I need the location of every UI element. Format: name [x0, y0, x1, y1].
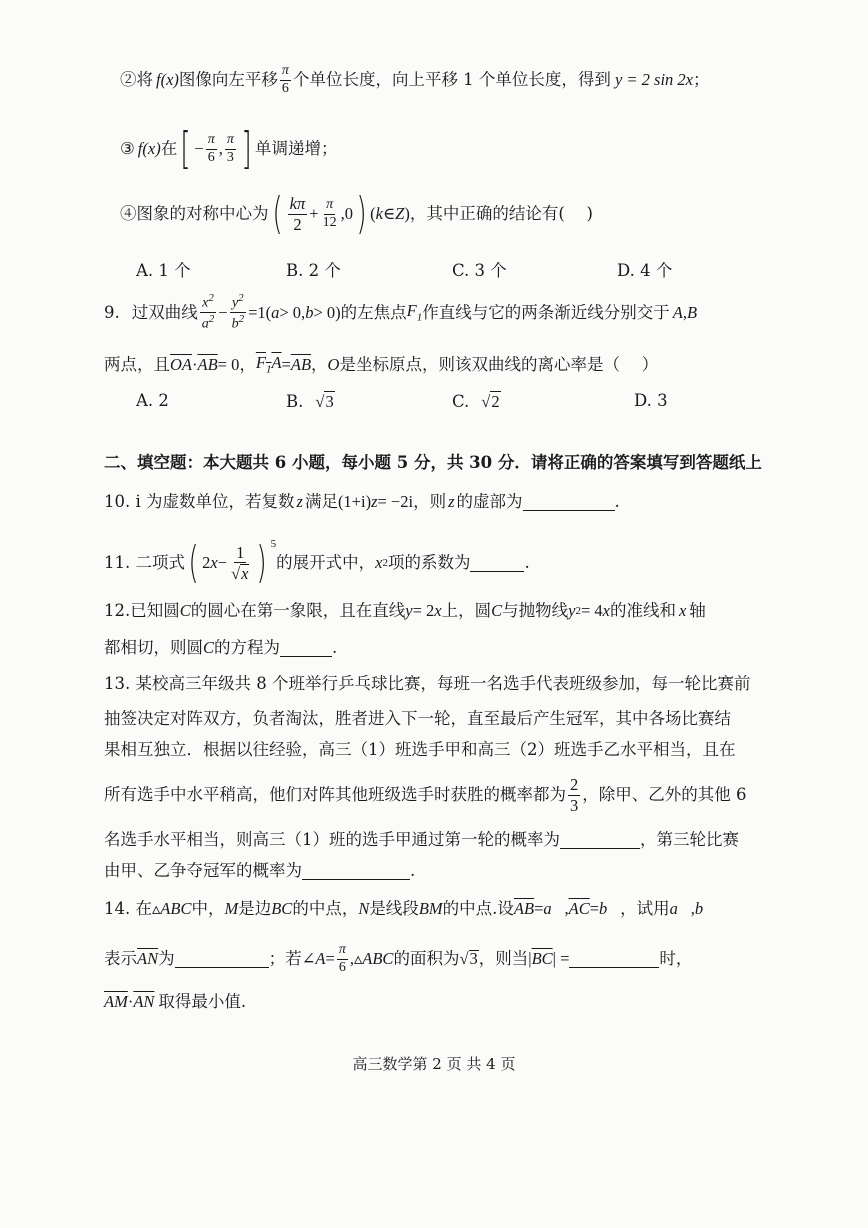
q13-line1: 13. 某校高三年级共 8 个班举行乒乓球比赛，每班一名选手代表班级参加，每一轮比赛前 [104, 674, 751, 693]
q13-line6: 由甲、乙争夺冠军的概率为 . [104, 861, 416, 881]
q9-num: 9. [104, 302, 120, 322]
q13-line3: 果相互独立．根据以往经验，高三（1）班选手甲和高三（2）班选手乙水平相当，且在 [104, 740, 736, 759]
q8-option-c: C. 3 个 [452, 261, 507, 280]
q9-line1c: 作直线与它的两条渐近线分别交于 [422, 302, 670, 322]
q8-item2-d: ； [692, 69, 710, 89]
q8-item2-b: 图像向左平移 [178, 69, 278, 89]
q14-line1: 14. 在 ▵ ABC 中， M 是边 BC 的中点， N 是线段 BM 的中点.设 $\overline{AB}$ = a⃗ , $\overline{AC}$ = b⃗ ，试用 a⃗ , b⃗ [104, 899, 716, 918]
q9-line2a: 两点，且 [104, 354, 170, 374]
q13-answer-blank-2[interactable] [302, 863, 410, 880]
q13-line5: 名选手水平相当，则高三（1）班的选手甲通过第一轮的概率为 ，第三轮比赛 [104, 830, 739, 850]
math-sqrt3: √ 3 [315, 392, 334, 411]
q11-a: 11. 二项式 [104, 552, 185, 572]
math-x2-a2: $\frac{x^2}{a^2}$ [201, 292, 215, 332]
section2-title: 二、填空题：本大题共 6 小题，每小题 5 分，共 30 分．请将正确的答案填写到答题纸上 [104, 453, 762, 472]
math-F1: $F_1$ [406, 300, 423, 323]
q14-answer-blank-2[interactable] [569, 951, 659, 968]
q12-line1: 12.已知圆 C 的圆心在第一象限，且在直线 y = 2 x 上，圆 C 与抛物线 y 2 = 4 x 的准线和 x 轴 [104, 601, 706, 620]
math-kpi-over-2: $\frac{k\pi}{2}$ [289, 194, 306, 234]
q9-line1b: 的左焦点 [340, 302, 407, 322]
q8-item4-b: ，其中正确的结论有( ) [409, 203, 593, 223]
q8-item3-b: 在 [160, 138, 178, 158]
q12-answer-blank[interactable] [280, 640, 332, 657]
math-pi-over-6: $\frac{\pi}{6}$ [207, 131, 215, 165]
q10-c: ，则 [413, 492, 447, 512]
q8-item3-a: ③ [120, 138, 135, 158]
q8-option-a: A. 1 个 [136, 261, 191, 280]
q10-a: 10. i 为虚数单位，若复数 [104, 492, 295, 512]
q8-option-b: B. 2 个 [286, 261, 341, 280]
q9-line2c: ， [311, 354, 328, 374]
q11-answer-blank[interactable] [470, 555, 524, 572]
q13-line4: 所有选手中水平稍高，他们对阵其他班级选手时获胜的概率都为 $\frac{2}{3}$ ，除甲、乙外的其他 6 [104, 775, 747, 815]
math-vec-OA: $\overline{OA}$ [170, 354, 192, 374]
q14-line2: 表示 $\overline{AN}$ 为 ；若 ∠ A = $\frac{\pi}{6}$ ,▵ ABC 的面积为 √ 3 ，则当 | $\overline{BC}$ | = 时， [104, 941, 693, 975]
page-footer: 高三数学第 2 页 共 4 页 [352, 1055, 516, 1073]
q8-option-d: D. 4 个 [617, 261, 673, 280]
math-vec-AB: $\overline{AB}$ [290, 354, 312, 374]
math-pi-over-12: $\frac{\pi}{12}$ [322, 196, 337, 230]
q12-line2: 都相切，则圆 C 的方程为 . [104, 638, 338, 658]
math-pi-over-6: $\frac{\pi}{6}$ [281, 63, 289, 96]
math-pi-over-6: $\frac{\pi}{6}$ [338, 941, 346, 975]
q9-option-b: B. √ 3 [286, 392, 334, 411]
q10-answer-blank[interactable] [523, 494, 615, 511]
math-sqrt2: √ 2 [481, 392, 500, 411]
q9-option-d: D. 3 [634, 391, 668, 410]
q8-item4-a: ④图象的对称中心为 [120, 203, 269, 223]
q14-line3: $\overline{AM}$ · $\overline{AN}$ 取得最小值. [104, 992, 247, 1011]
math-1-over-sqrtx: 1 √ x [231, 542, 249, 583]
math-vec-F1A: $F_1A$ [255, 353, 282, 376]
q10-d: 的虚部为 [456, 492, 523, 512]
q8-item2-a: ②将 [120, 69, 153, 89]
q8-item3: ③ f(x) 在 [ − $\frac{\pi}{6}$ , $\frac{\pi}{3}$ ] 单调递增； [120, 123, 338, 174]
q8-item4: ④图象的对称中心为 ( $\frac{k\pi}{2}$ + $\frac{\pi}{12}$ ,0 ) ( k ∈ Z ) ，其中正确的结论有( ) [120, 188, 593, 239]
q9-line2b: ， [239, 354, 256, 374]
q14-answer-blank-1[interactable] [175, 951, 269, 968]
q13-line2: 抽签决定对阵双方，负者淘汰，胜者进入下一轮，直至最后产生冠军，其中各场比赛结 [104, 709, 731, 728]
q10-b: 满足 [304, 492, 338, 512]
q13-answer-blank-1[interactable] [560, 832, 640, 849]
math-y-2sin2x: y = 2 sin 2x [614, 69, 693, 89]
math-2-over-3: $\frac{2}{3}$ [570, 775, 579, 815]
math-fx: f(x) [137, 138, 161, 158]
q8-item3-c: 单调递增； [255, 138, 338, 158]
q11-b: 的展开式中， [276, 552, 376, 572]
q10: 10. i 为虚数单位，若复数 z 满足 (1+i) z = −2i ，则 z 的虚部为 . [104, 492, 620, 512]
q9-line2d: 是坐标原点，则该双曲线的离心率是（ ） [339, 354, 659, 374]
math-y2-b2: $\frac{y^2}{b^2}$ [231, 292, 245, 332]
q9-line1a: 过双曲线 [131, 302, 198, 322]
q9-option-c: C. √ 2 [452, 392, 500, 411]
q11: 11. 二项式 ( 2 x − 1 √ x ) $^5$ 的展开式中， x 2 项的系数为 . [104, 537, 530, 588]
q8-item2 [120, 64, 709, 96]
q9-option-a: A. 2 [136, 391, 169, 410]
q9-line1: 9. 过双曲线 $\frac{x^2}{a^2}$ − $\frac{y^2}{b^2}$ =1( a > 0, b > 0) 的左焦点 $F_1$ 作直线与它的两条渐近线分别交于 A , B [104, 292, 698, 332]
q8-item2-c: 个单位长度，向上平移 1 个单位长度，得到 [292, 69, 611, 89]
q11-c: 项的系数为 [387, 552, 471, 572]
math-vec-AB: $\overline{AB}$ [197, 354, 218, 374]
math-fx: f(x) [156, 69, 179, 89]
math-sqrt3: √ 3 [459, 949, 478, 969]
math-pi-over-3: $\frac{\pi}{3}$ [226, 131, 234, 165]
q9-line2: 两点，且 $\overline{OA}$ · $\overline{AB}$ = 0 ， $F_1A$ = $\overline{AB}$ ， O 是坐标原点，则该双曲线的离心率是（ ） [104, 353, 659, 376]
